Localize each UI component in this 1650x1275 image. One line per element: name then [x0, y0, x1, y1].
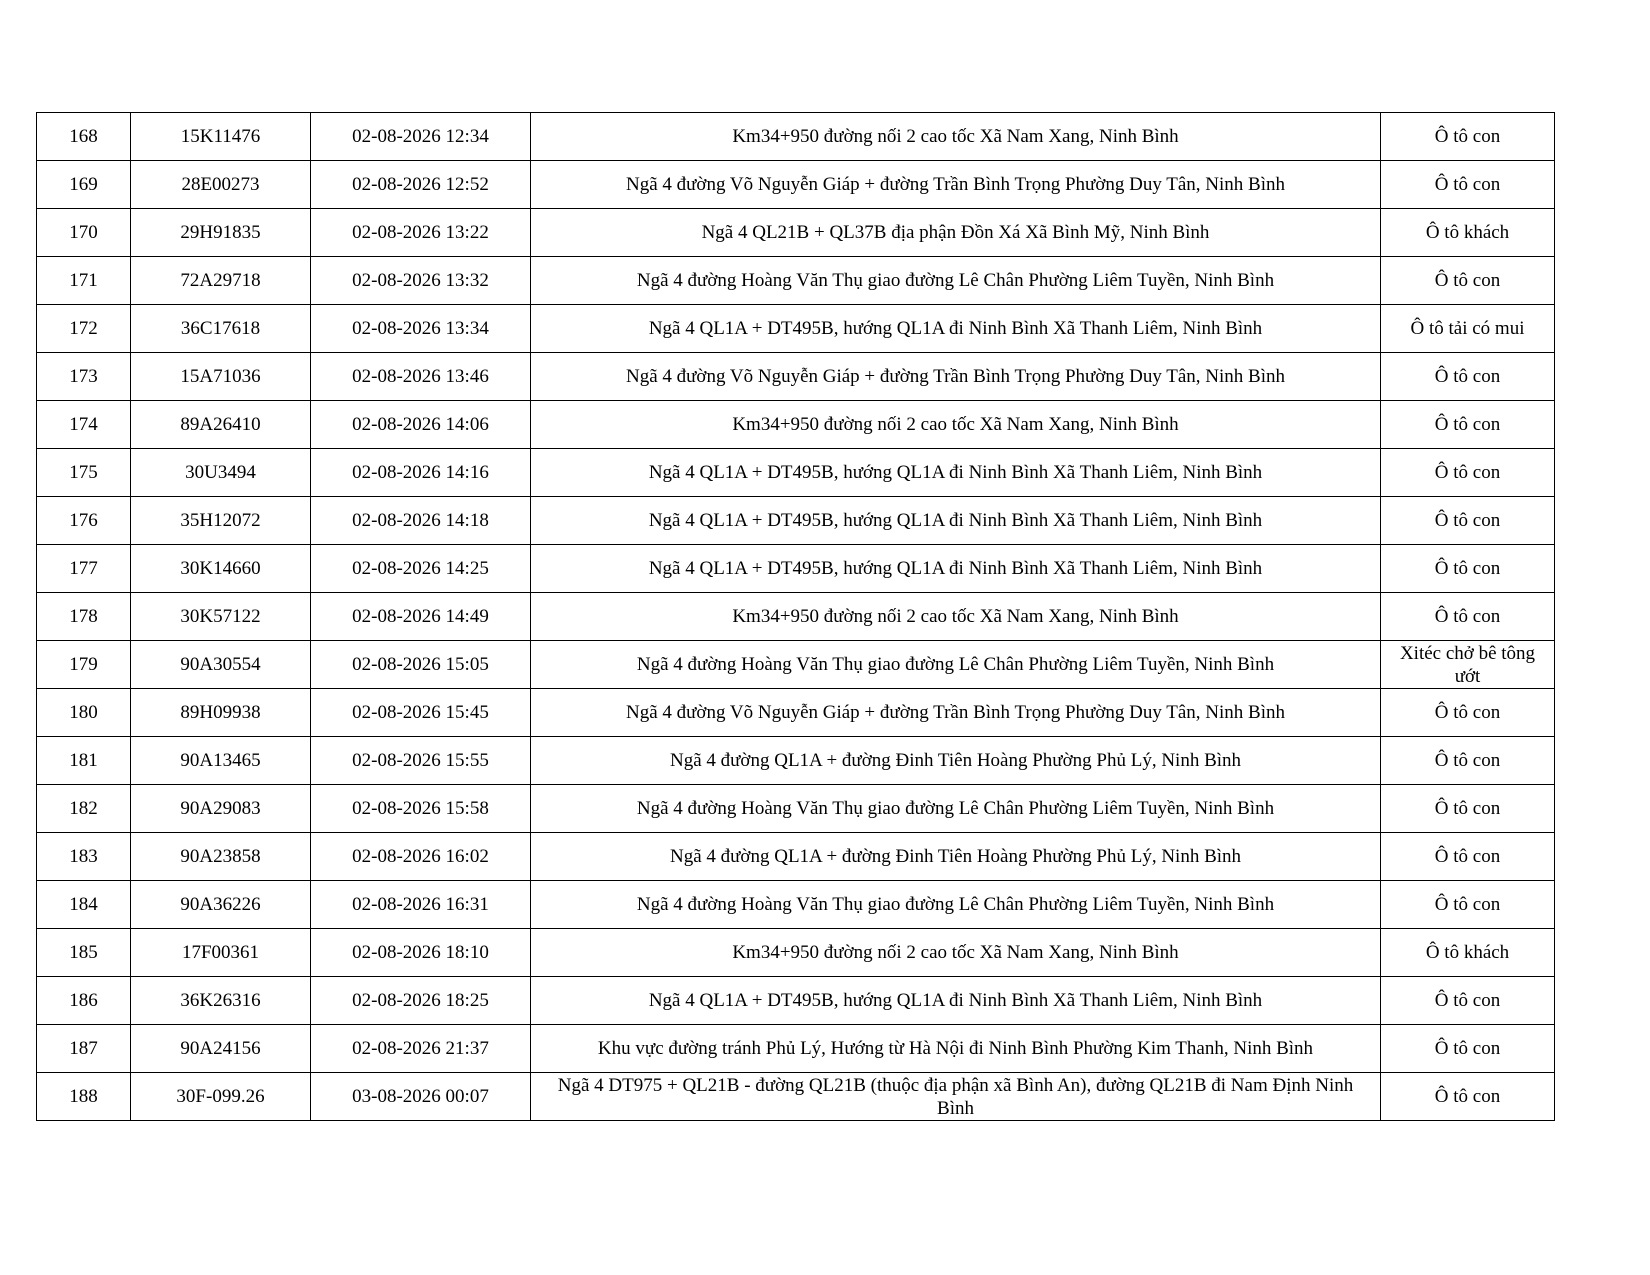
timestamp-cell: 02-08-2026 13:46 — [311, 353, 531, 401]
location-cell: Km34+950 đường nối 2 cao tốc Xã Nam Xang, Ninh Bình — [531, 113, 1381, 161]
vehicle-type-cell: Xitéc chở bê tông ướt — [1381, 641, 1555, 689]
license-plate-cell: 90A13465 — [131, 737, 311, 785]
row-number-cell: 175 — [37, 449, 131, 497]
vehicle-type-cell: Ô tô con — [1381, 1073, 1555, 1121]
row-number-cell: 176 — [37, 497, 131, 545]
location-cell: Ngã 4 đường Võ Nguyễn Giáp + đường Trần Bình Trọng Phường Duy Tân, Ninh Bình — [531, 689, 1381, 737]
timestamp-cell: 02-08-2026 14:18 — [311, 497, 531, 545]
license-plate-cell: 90A24156 — [131, 1025, 311, 1073]
table-row — [37, 161, 1555, 209]
vehicle-type-cell: Ô tô con — [1381, 593, 1555, 641]
license-plate-cell: 30F-099.26 — [131, 1073, 311, 1121]
location-cell: Ngã 4 đường Hoàng Văn Thụ giao đường Lê Chân Phường Liêm Tuyền, Ninh Bình — [531, 257, 1381, 305]
row-number-cell: 180 — [37, 689, 131, 737]
row-number-cell: 178 — [37, 593, 131, 641]
location-cell: Ngã 4 QL1A + DT495B, hướng QL1A đi Ninh Bình Xã Thanh Liêm, Ninh Bình — [531, 977, 1381, 1025]
location-cell: Ngã 4 đường QL1A + đường Đinh Tiên Hoàng Phường Phủ Lý, Ninh Bình — [531, 833, 1381, 881]
vehicle-type-cell: Ô tô con — [1381, 497, 1555, 545]
location-cell: Ngã 4 đường Hoàng Văn Thụ giao đường Lê Chân Phường Liêm Tuyền, Ninh Bình — [531, 785, 1381, 833]
row-number-cell: 174 — [37, 401, 131, 449]
table-row — [37, 353, 1555, 401]
license-plate-cell: 90A23858 — [131, 833, 311, 881]
vehicle-type-cell: Ô tô con — [1381, 689, 1555, 737]
row-number-cell: 172 — [37, 305, 131, 353]
vehicle-type-cell: Ô tô con — [1381, 401, 1555, 449]
license-plate-cell: 36C17618 — [131, 305, 311, 353]
table-row — [37, 113, 1555, 161]
location-cell: Khu vực đường tránh Phủ Lý, Hướng từ Hà Nội đi Ninh Bình Phường Kim Thanh, Ninh Bình — [531, 1025, 1381, 1073]
timestamp-cell: 02-08-2026 15:58 — [311, 785, 531, 833]
timestamp-cell: 02-08-2026 16:02 — [311, 833, 531, 881]
timestamp-cell: 03-08-2026 00:07 — [311, 1073, 531, 1121]
table-row — [37, 257, 1555, 305]
table-row — [37, 737, 1555, 785]
location-cell: Ngã 4 đường Võ Nguyễn Giáp + đường Trần Bình Trọng Phường Duy Tân, Ninh Bình — [531, 161, 1381, 209]
row-number-cell: 185 — [37, 929, 131, 977]
table-row — [37, 929, 1555, 977]
license-plate-cell: 35H12072 — [131, 497, 311, 545]
location-cell: Ngã 4 DT975 + QL21B - đường QL21B (thuộc địa phận xã Bình An), đường QL21B đi Nam Định Ninh Bình — [531, 1073, 1381, 1121]
timestamp-cell: 02-08-2026 12:52 — [311, 161, 531, 209]
location-cell: Ngã 4 QL1A + DT495B, hướng QL1A đi Ninh Bình Xã Thanh Liêm, Ninh Bình — [531, 497, 1381, 545]
vehicle-type-cell: Ô tô con — [1381, 737, 1555, 785]
timestamp-cell: 02-08-2026 18:10 — [311, 929, 531, 977]
row-number-cell: 182 — [37, 785, 131, 833]
table-row — [37, 305, 1555, 353]
timestamp-cell: 02-08-2026 14:49 — [311, 593, 531, 641]
row-number-cell: 179 — [37, 641, 131, 689]
row-number-cell: 188 — [37, 1073, 131, 1121]
table-row — [37, 545, 1555, 593]
vehicle-type-cell: Ô tô con — [1381, 977, 1555, 1025]
vehicle-type-cell: Ô tô khách — [1381, 929, 1555, 977]
vehicle-type-cell: Ô tô con — [1381, 785, 1555, 833]
row-number-cell: 170 — [37, 209, 131, 257]
table-row — [37, 881, 1555, 929]
table-row — [37, 401, 1555, 449]
table-row — [37, 785, 1555, 833]
row-number-cell: 184 — [37, 881, 131, 929]
violations-table — [36, 112, 1555, 1121]
table-row — [37, 1073, 1555, 1121]
row-number-cell: 173 — [37, 353, 131, 401]
license-plate-cell: 90A29083 — [131, 785, 311, 833]
license-plate-cell: 90A30554 — [131, 641, 311, 689]
table-row — [37, 593, 1555, 641]
row-number-cell: 187 — [37, 1025, 131, 1073]
location-cell: Ngã 4 QL1A + DT495B, hướng QL1A đi Ninh Bình Xã Thanh Liêm, Ninh Bình — [531, 305, 1381, 353]
vehicle-type-cell: Ô tô khách — [1381, 209, 1555, 257]
location-cell: Ngã 4 đường Hoàng Văn Thụ giao đường Lê Chân Phường Liêm Tuyền, Ninh Bình — [531, 881, 1381, 929]
timestamp-cell: 02-08-2026 13:34 — [311, 305, 531, 353]
timestamp-cell: 02-08-2026 18:25 — [311, 977, 531, 1025]
location-cell: Ngã 4 đường QL1A + đường Đinh Tiên Hoàng Phường Phủ Lý, Ninh Bình — [531, 737, 1381, 785]
table-row — [37, 641, 1555, 689]
table-row — [37, 833, 1555, 881]
violations-table-body — [37, 113, 1555, 1121]
timestamp-cell: 02-08-2026 14:16 — [311, 449, 531, 497]
table-row — [37, 977, 1555, 1025]
vehicle-type-cell: Ô tô con — [1381, 113, 1555, 161]
vehicle-type-cell: Ô tô tải có mui — [1381, 305, 1555, 353]
license-plate-cell: 17F00361 — [131, 929, 311, 977]
license-plate-cell: 30U3494 — [131, 449, 311, 497]
row-number-cell: 181 — [37, 737, 131, 785]
row-number-cell: 168 — [37, 113, 131, 161]
location-cell: Ngã 4 đường Võ Nguyễn Giáp + đường Trần Bình Trọng Phường Duy Tân, Ninh Bình — [531, 353, 1381, 401]
license-plate-cell: 30K57122 — [131, 593, 311, 641]
location-cell: Ngã 4 đường Hoàng Văn Thụ giao đường Lê Chân Phường Liêm Tuyền, Ninh Bình — [531, 641, 1381, 689]
table-row — [37, 209, 1555, 257]
timestamp-cell: 02-08-2026 15:05 — [311, 641, 531, 689]
row-number-cell: 186 — [37, 977, 131, 1025]
table-row — [37, 689, 1555, 737]
vehicle-type-cell: Ô tô con — [1381, 449, 1555, 497]
timestamp-cell: 02-08-2026 21:37 — [311, 1025, 531, 1073]
vehicle-type-cell: Ô tô con — [1381, 353, 1555, 401]
license-plate-cell: 30K14660 — [131, 545, 311, 593]
vehicle-type-cell: Ô tô con — [1381, 545, 1555, 593]
vehicle-type-cell: Ô tô con — [1381, 881, 1555, 929]
vehicle-type-cell: Ô tô con — [1381, 1025, 1555, 1073]
timestamp-cell: 02-08-2026 15:45 — [311, 689, 531, 737]
timestamp-cell: 02-08-2026 14:06 — [311, 401, 531, 449]
location-cell: Km34+950 đường nối 2 cao tốc Xã Nam Xang, Ninh Bình — [531, 929, 1381, 977]
license-plate-cell: 89H09938 — [131, 689, 311, 737]
license-plate-cell: 15A71036 — [131, 353, 311, 401]
timestamp-cell: 02-08-2026 12:34 — [311, 113, 531, 161]
license-plate-cell: 90A36226 — [131, 881, 311, 929]
table-row — [37, 1025, 1555, 1073]
timestamp-cell: 02-08-2026 13:32 — [311, 257, 531, 305]
license-plate-cell: 29H91835 — [131, 209, 311, 257]
location-cell: Km34+950 đường nối 2 cao tốc Xã Nam Xang, Ninh Bình — [531, 593, 1381, 641]
row-number-cell: 177 — [37, 545, 131, 593]
vehicle-type-cell: Ô tô con — [1381, 833, 1555, 881]
location-cell: Ngã 4 QL21B + QL37B địa phận Đồn Xá Xã Bình Mỹ, Ninh Bình — [531, 209, 1381, 257]
license-plate-cell: 89A26410 — [131, 401, 311, 449]
timestamp-cell: 02-08-2026 14:25 — [311, 545, 531, 593]
timestamp-cell: 02-08-2026 15:55 — [311, 737, 531, 785]
vehicle-type-cell: Ô tô con — [1381, 257, 1555, 305]
license-plate-cell: 28E00273 — [131, 161, 311, 209]
table-row — [37, 449, 1555, 497]
timestamp-cell: 02-08-2026 13:22 — [311, 209, 531, 257]
row-number-cell: 171 — [37, 257, 131, 305]
table-row — [37, 497, 1555, 545]
timestamp-cell: 02-08-2026 16:31 — [311, 881, 531, 929]
license-plate-cell: 36K26316 — [131, 977, 311, 1025]
license-plate-cell: 72A29718 — [131, 257, 311, 305]
row-number-cell: 169 — [37, 161, 131, 209]
location-cell: Ngã 4 QL1A + DT495B, hướng QL1A đi Ninh Bình Xã Thanh Liêm, Ninh Bình — [531, 545, 1381, 593]
vehicle-type-cell: Ô tô con — [1381, 161, 1555, 209]
location-cell: Ngã 4 QL1A + DT495B, hướng QL1A đi Ninh Bình Xã Thanh Liêm, Ninh Bình — [531, 449, 1381, 497]
license-plate-cell: 15K11476 — [131, 113, 311, 161]
location-cell: Km34+950 đường nối 2 cao tốc Xã Nam Xang, Ninh Bình — [531, 401, 1381, 449]
row-number-cell: 183 — [37, 833, 131, 881]
